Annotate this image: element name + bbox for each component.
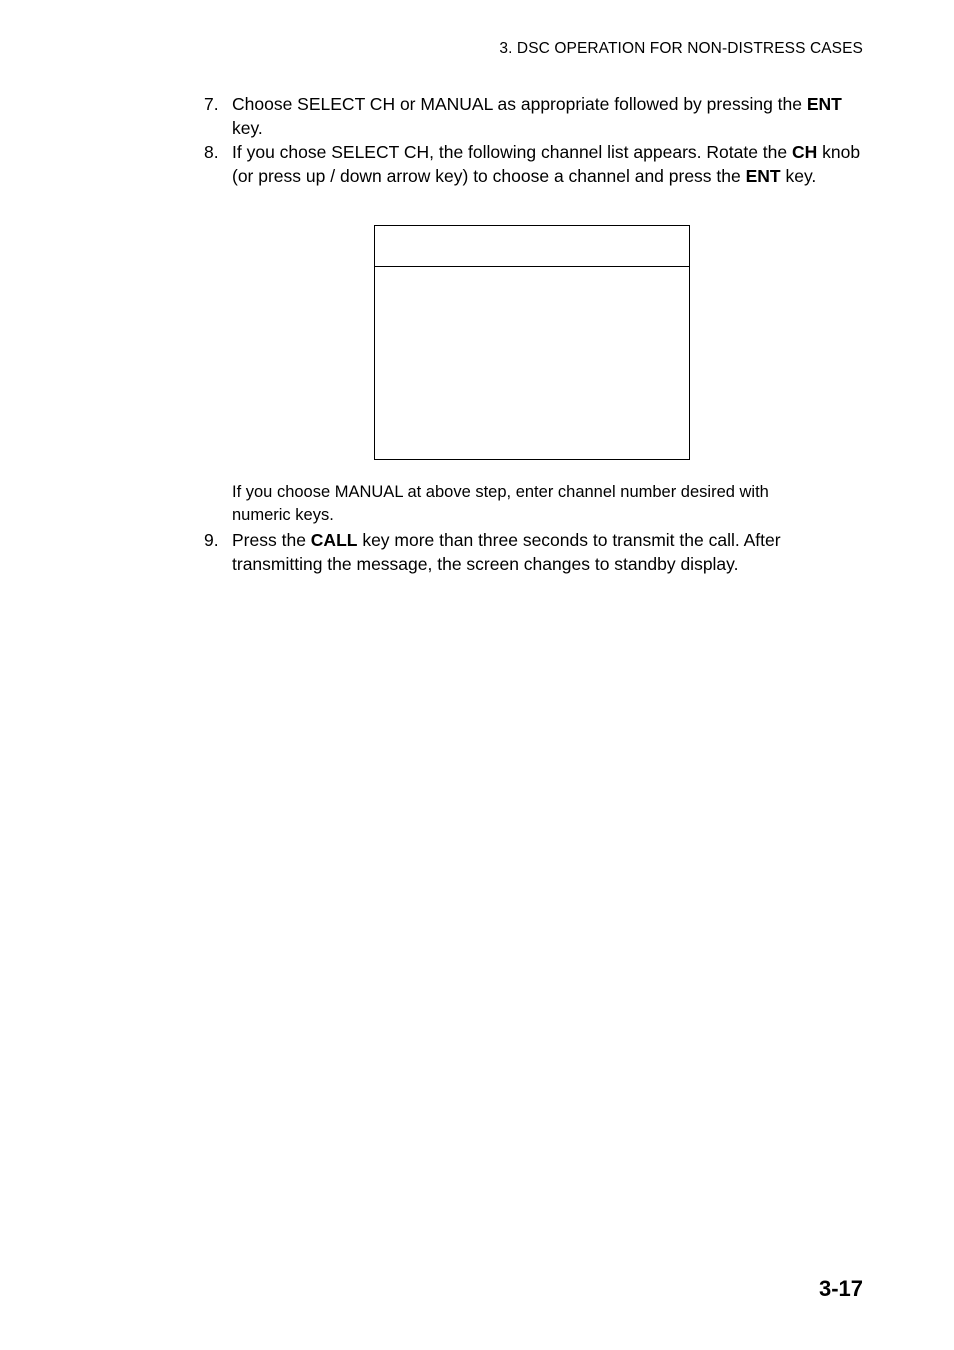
step-number: 9. [204, 530, 219, 550]
step-text: If you chose SELECT CH, the following channel list appears. Rotate the CH knob (or press up / down arrow key) to choose a channel and press the ENT key. [232, 142, 861, 186]
running-header: 3. DSC OPERATION FOR NON-DISTRESS CASES [499, 40, 863, 57]
step-text: Press the CALL key more than three seconds to transmit the call. After transmitting the message, the screen changes to standby display. [232, 530, 781, 574]
key-name: CH [791, 142, 818, 162]
key-name: ENT [806, 94, 842, 114]
step-number: 8. [204, 142, 219, 162]
manual-entry-note: If you choose MANUAL at above step, enter channel number desired with numeric keys. [232, 483, 769, 524]
step-number: 7. [204, 94, 219, 114]
key-name: ENT [745, 166, 781, 186]
screen-title-bar [375, 226, 689, 267]
channel-list-screen [374, 225, 690, 460]
page-number: 3-17 [818, 1276, 863, 1301]
step-9 [204, 528, 864, 576]
step-8 [204, 140, 864, 188]
step-7 [204, 92, 864, 140]
key-name: CALL [310, 530, 358, 550]
step-text: Choose SELECT CH or MANUAL as appropriate followed by pressing the ENT key. [232, 94, 842, 138]
